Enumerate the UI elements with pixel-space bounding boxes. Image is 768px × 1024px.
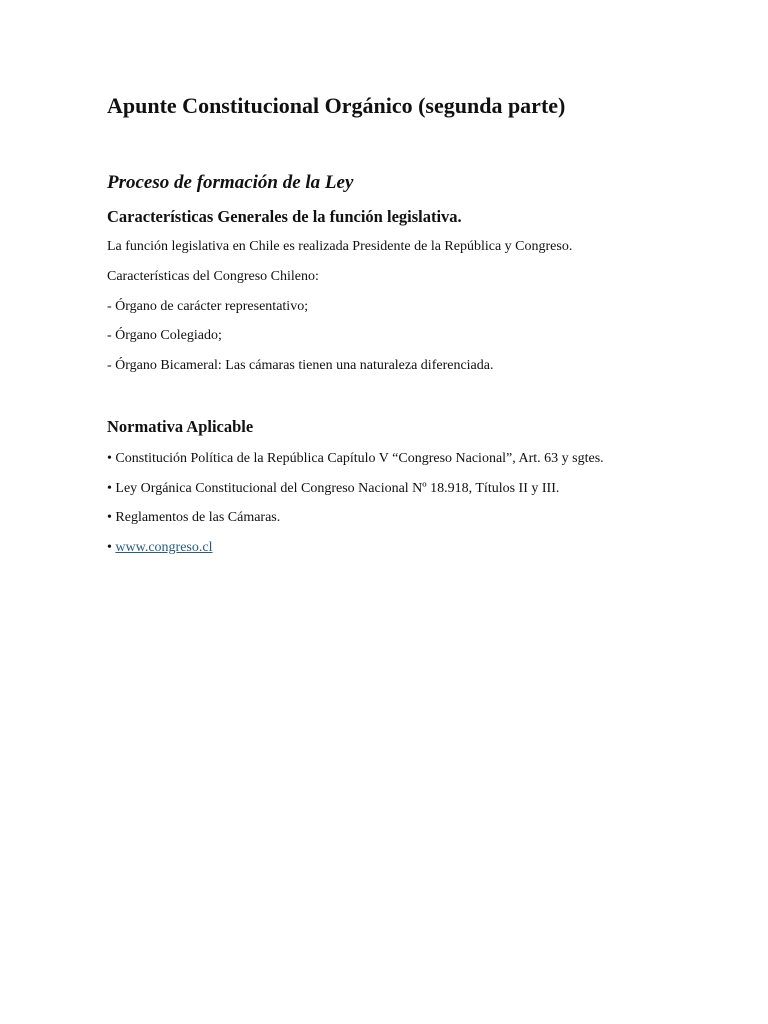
- bullet-item: [107, 479, 559, 499]
- document-title: Apunte Constitucional Orgánico (segunda parte): [107, 93, 566, 118]
- bullet-text: Ley Orgánica Constitucional del Congreso Nacional Nº 18.918, Títulos II y III.: [115, 481, 560, 496]
- section-title: Proceso de formación de la Ley: [107, 172, 354, 193]
- list-item: - Órgano Colegiado;: [107, 328, 222, 343]
- bullet-item: [107, 449, 604, 469]
- bullet-text: Constitución Política de la República Capítulo V “Congreso Nacional”, Art. 63 y sgtes.: [115, 451, 604, 466]
- bullet-item: [107, 508, 280, 528]
- bullet-marker: •: [107, 451, 112, 466]
- bullet-marker: •: [107, 510, 112, 525]
- list-item: - Órgano de carácter representativo;: [107, 299, 309, 314]
- congreso-link[interactable]: www.congreso.cl: [115, 540, 213, 555]
- bullet-text: Reglamentos de las Cámaras.: [115, 510, 281, 525]
- bullet-marker: •: [107, 540, 112, 555]
- paragraph-line: La función legislativa en Chile es realizada Presidente de la República y Congreso.: [107, 239, 573, 254]
- bullet-marker: •: [107, 481, 112, 496]
- section2-heading: Normativa Aplicable: [107, 417, 254, 436]
- section1-heading: Características Generales de la función legislativa.: [107, 207, 462, 226]
- paragraph-line: Características del Congreso Chileno:: [107, 269, 319, 284]
- bullet-item: [107, 538, 212, 558]
- list-item: - Órgano Bicameral: Las cámaras tienen una naturaleza diferenciada.: [107, 358, 494, 373]
